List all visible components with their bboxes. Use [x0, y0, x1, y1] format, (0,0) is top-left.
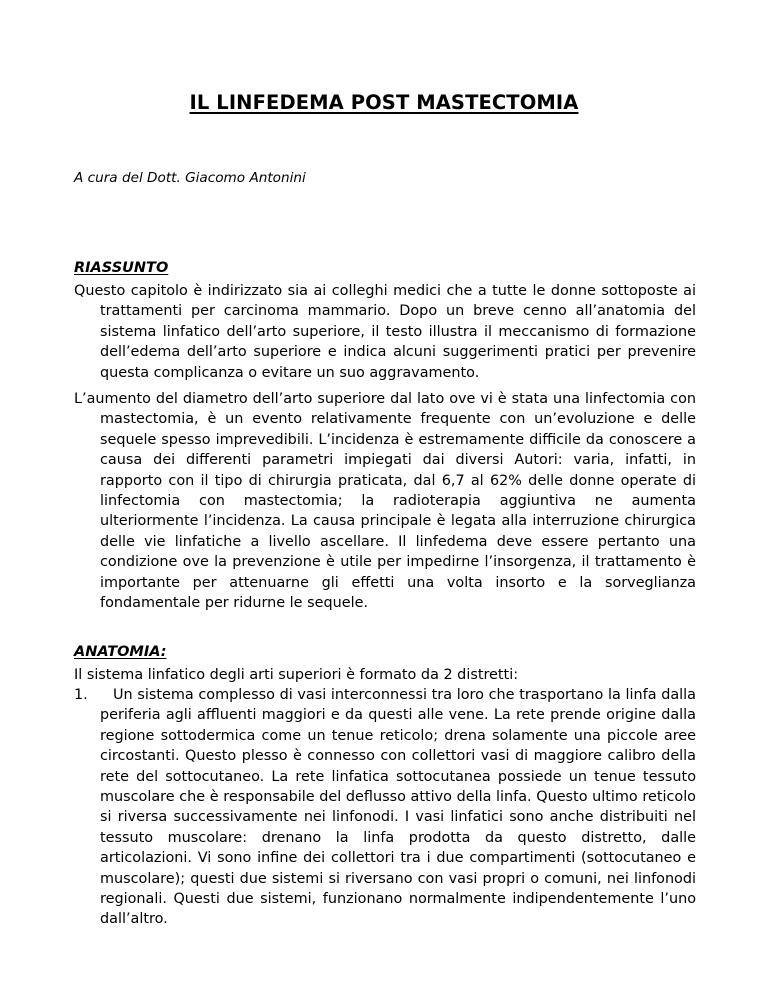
- document-title: IL LINFEDEMA POST MASTECTOMIA: [189, 91, 579, 114]
- section-heading-anatomia: ANATOMIA:: [74, 644, 167, 660]
- list-item-text: Un sistema complesso di vasi interconnessi tra loro che trasportano la linfa dalla periferia agli affluenti maggiori e da questi alle vene. La rete prende origine dalla regione sottodermica come un tenue reticolo; drena solamente una piccole aree circostanti. Questo plesso è connesso con collettori vasi di maggiore calibro della rete del sottocutaneo. La rete linfatica sottocutanea possiede un tenue tessuto muscolare che è responsabile del deflusso attivo della linfa. Questo ultimo reticolo si riversa successivamente nei linfonodi. I vasi linfatici sono anche distribuiti nel tessuto muscolare: drenano la linfa prodotta da questo distretto, dalle articolazioni. Vi sono infine dei collettori tra i due compartimenti (sottocutaneo e muscolare); questi due sistemi si riversano con vasi propri o comuni, nei linfonodi regionali. Questi due sistemi, funzionano normalmente indipendentemente l’uno dall’altro.: [100, 687, 696, 928]
- anatomia-intro: Il sistema linfatico degli arti superiori è formato da 2 distretti:: [74, 667, 519, 683]
- riassunto-paragraph: Questo capitolo è indirizzato sia ai colleghi medici che a tutte le donne sottoposte ai trattamenti per carcinoma mammario. Dopo un breve cenno all’anatomia del sistema linfatico dell’arto superiore, il testo illustra il meccanismo di formazione dell’edema dell’arto superiore e indica alcuni suggerimenti pratici per prevenire questa complicanza o evitare un suo aggravamento.: [74, 283, 696, 381]
- list-item-number: 1.: [74, 687, 88, 703]
- anatomia-list-item: [74, 685, 696, 930]
- document-author: A cura del Dott. Giacomo Antonini: [74, 170, 306, 186]
- section-heading-riassunto: RIASSUNTO: [74, 260, 169, 276]
- intro-paragraph: L’aumento del diametro dell’arto superiore dal lato ove vi è stata una linfectomia con mastectomia, è un evento relativamente frequente con un’evoluzione e delle sequele spesso imprevedibili. L’incidenza è estremamente difficile da conoscere a causa dei differenti parametri impiegati dai diversi Autori: varia, infatti, in rapporto con il tipo di chirurgia praticata, dal 6,7 al 62% delle donne operate di linfectomia con mastectomia; la radioterapia aggiuntiva ne aumenta ulteriormente l’incidenza. La causa principale è legata alla interruzione chirurgica delle vie linfatiche a livello ascellare. Il linfedema deve essere pertanto una condizione ove la prevenzione è utile per impedirne l’insorgenza, il trattamento è importante per attenuarne gli effetti una volta insorto e la sorveglianza fondamentale per ridurne le sequele.: [74, 391, 696, 612]
